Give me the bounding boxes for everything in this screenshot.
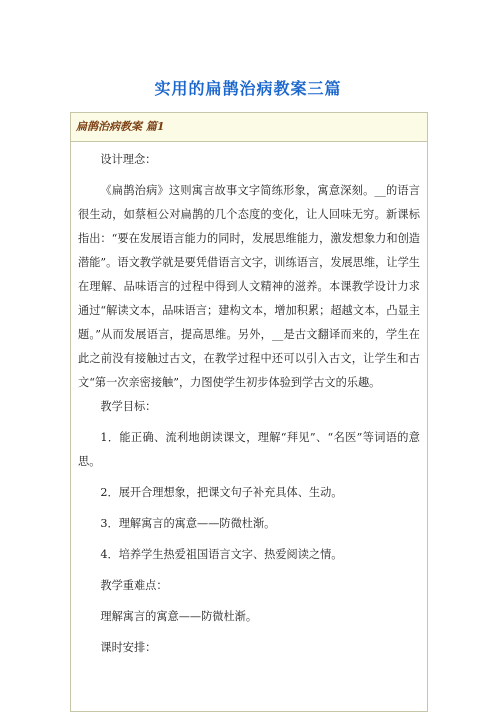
paragraph-objectives-heading: 教学目标：	[100, 400, 157, 413]
objective-item-1: 1．能正确、流利地朗读课文，理解“拜见”、“名医”等词语的意思。	[78, 431, 420, 468]
paragraph-design-body: 《扁鹊治病》这则寓言故事文字简练形象，寓意深刻。__的语言很生动，如蔡桓公对扁鹊的几个态度的变化，让人回味无穷。新课标指出：“要在发展语言能力的同时，发展思维能力，激发想象力和创造潜能”。语文教学就是要凭借语言文字，训练语言，发展思维，让学生在理解、品味语言的过程中得到人文精神的滋养。本课教学设计力求通过“解读文本，品味语言；建构文本，增加积累；超越文本，凸显主题。”从而发展语言，提高思维。另外，__是古文翻译而来的，学生在此之前没有接触过古文，在教学过程中还可以引入古文，让学生和古文“第一次亲密接触”，力图使学生初步体验到学古文的乐趣。	[78, 184, 420, 389]
page-title: 实用的扁鹊治病教案三篇	[154, 79, 342, 98]
paragraph-schedule-heading: 课时安排：	[100, 641, 157, 654]
content-box	[70, 112, 428, 712]
objective-item-2: 2．展开合理想象，把课文句子补充具体、生动。	[100, 486, 343, 499]
paragraph-design-heading: 设计理念：	[100, 153, 157, 166]
section-header: 扁鹊治病教案 篇1	[71, 113, 427, 142]
objective-item-3: 3．理解寓言的寓意——防微杜渐。	[100, 517, 276, 530]
paragraph-keypoints-body: 理解寓言的寓意——防微杜渐。	[100, 610, 258, 623]
section-body	[71, 142, 427, 660]
objective-item-4: 4．培养学生热爱祖国语言文字、热爱阅读之情。	[100, 548, 343, 561]
paragraph-keypoints-heading: 教学重难点：	[100, 579, 168, 592]
